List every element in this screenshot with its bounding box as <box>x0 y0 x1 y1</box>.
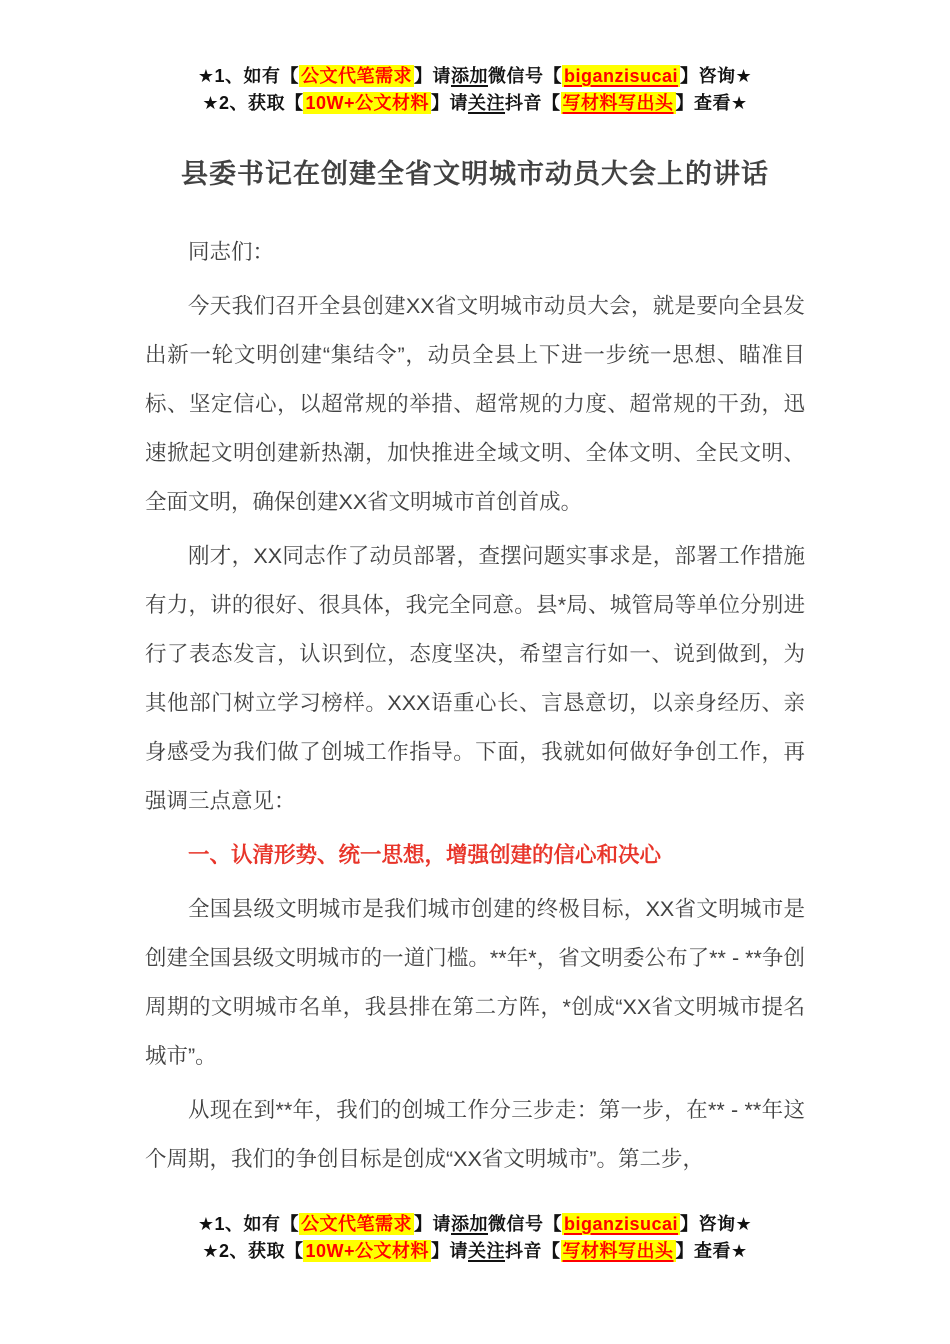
promo-text: 微信号【 <box>487 66 562 86</box>
promo-header-line-2 <box>0 90 950 117</box>
promo-highlight-gongwen-daibi: 公文代笔需求 <box>300 1214 412 1234</box>
promo-header <box>0 0 950 117</box>
promo-wechat-id: biganzisucai <box>563 1214 679 1234</box>
document-body <box>145 228 805 1184</box>
promo-text: ★2、获取【 <box>202 1241 304 1261</box>
salutation: 同志们： <box>188 240 275 264</box>
promo-highlight-materials: 10W+公文材料 <box>305 93 430 113</box>
promo-text: 】请 <box>431 93 469 113</box>
promo-underline-tianjia: 添加 <box>450 1214 488 1234</box>
promo-text: 抖音【 <box>505 1241 561 1261</box>
promo-text: 】咨询★ <box>680 66 753 86</box>
promo-text: 微信号【 <box>487 1214 562 1234</box>
body-paragraph: 刚才，XX同志作了动员部署，查摆问题实事求是，部署工作措施有力，讲的很好、很具体，我完全同意。县*局、城管局等单位分别进行了表态发言，认识到位，态度坚决，希望言行如一、说到做到，为其他部门树立学习榜样。XXX语重心长、言恳意切，以亲身经历、亲身感受为我们做了创城工作指导。下面，我就如何做好争创工作，再强调三点意见： <box>145 544 805 813</box>
promo-text: 抖音【 <box>505 93 561 113</box>
promo-text: ★1、如有【 <box>197 1214 299 1234</box>
promo-text: 】请 <box>413 66 451 86</box>
promo-underline-guanzhu: 关注 <box>468 93 506 113</box>
promo-underline-tianjia: 添加 <box>450 66 488 86</box>
promo-text: 】咨询★ <box>680 1214 753 1234</box>
promo-text: 】查看★ <box>675 93 748 113</box>
promo-highlight-materials: 10W+公文材料 <box>305 1241 430 1261</box>
body-paragraph: 全国县级文明城市是我们城市创建的终极目标，XX省文明城市是创建全国县级文明城市的一道门槛。**年*，省文明委公布了** - **争创周期的文明城市名单，我县排在第二方阵，*创成“XX省文明城市提名城市”。 <box>145 897 805 1068</box>
promo-footer-line-2 <box>0 1238 950 1265</box>
promo-douyin-id: 写材料写出头 <box>562 1241 674 1261</box>
promo-text: 】请 <box>413 1214 451 1234</box>
promo-footer <box>0 1211 950 1265</box>
promo-header-line-1 <box>0 63 950 90</box>
body-paragraph: 从现在到**年，我们的创城工作分三步走：第一步，在** - **年这个周期，我们的争创目标是创成“XX省文明城市”。第二步， <box>145 1098 805 1171</box>
promo-wechat-id: biganzisucai <box>563 66 679 86</box>
promo-text: 】查看★ <box>675 1241 748 1261</box>
promo-douyin-id: 写材料写出头 <box>562 93 674 113</box>
promo-text: ★2、获取【 <box>202 93 304 113</box>
promo-highlight-gongwen-daibi: 公文代笔需求 <box>300 66 412 86</box>
document-title: 县委书记在创建全省文明城市动员大会上的讲话 <box>181 159 769 189</box>
promo-text: 】请 <box>431 1241 469 1261</box>
section-heading: 一、认清形势、统一思想，增强创建的信心和决心 <box>188 843 662 867</box>
promo-underline-guanzhu: 关注 <box>468 1241 506 1261</box>
body-paragraph: 今天我们召开全县创建XX省文明城市动员大会，就是要向全县发出新一轮文明创建“集结令”，动员全县上下进一步统一思想、瞄准目标、坚定信心，以超常规的举措、超常规的力度、超常规的干劲，迅速掀起文明创建新热潮，加快推进全域文明、全体文明、全民文明、全面文明，确保创建XX省文明城市首创首成。 <box>145 294 805 514</box>
promo-footer-line-1 <box>0 1211 950 1238</box>
promo-text: ★1、如有【 <box>197 66 299 86</box>
